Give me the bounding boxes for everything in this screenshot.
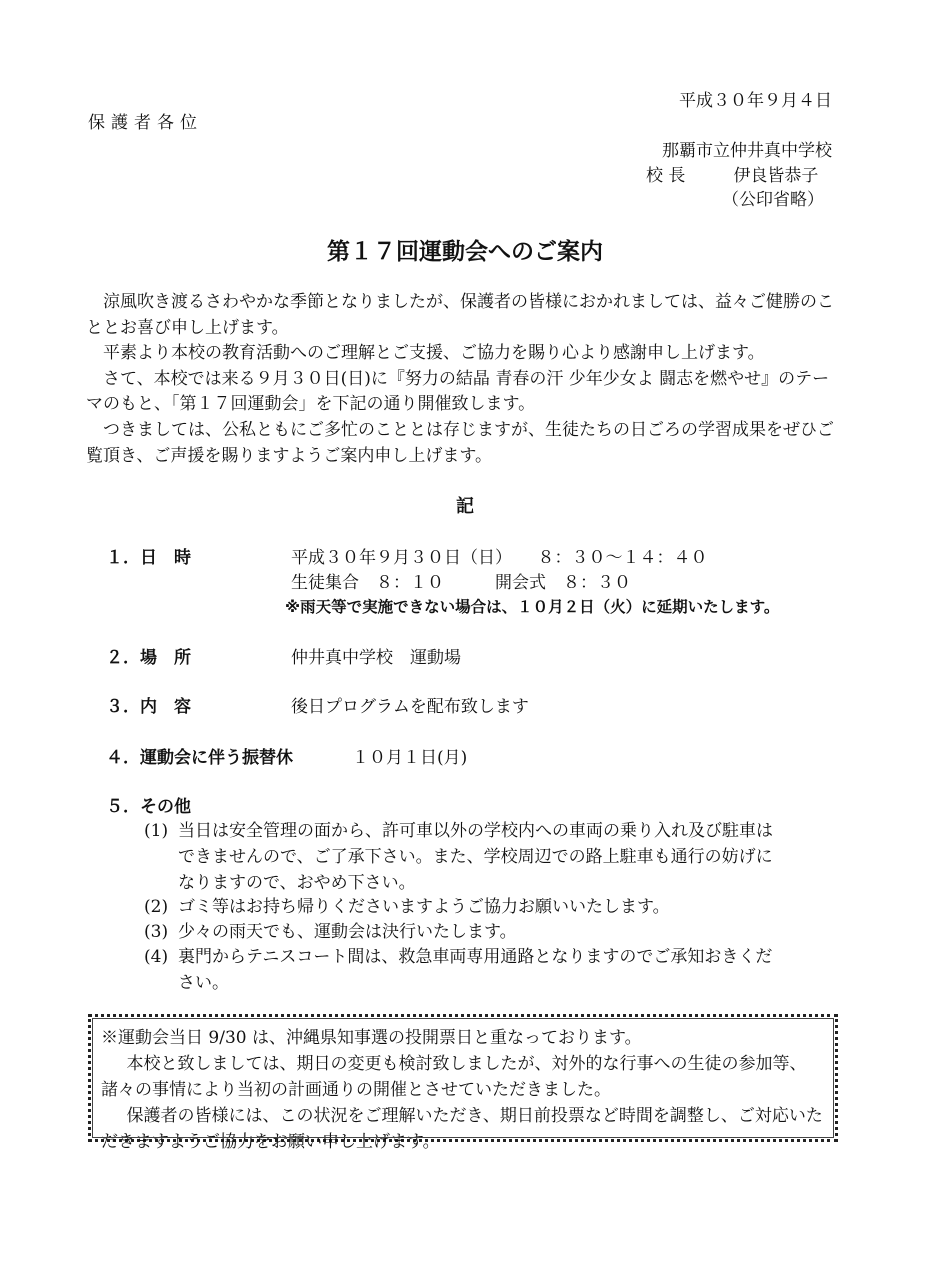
- other-sub-item: [144, 919, 517, 945]
- body-paragraph: つきましては、公私ともにご多忙のこととは存じますが、生徒たちの日ごろの学習成果をぜひご覧頂き、ご声援を賜りますようご案内申し上げます。: [86, 419, 834, 466]
- item-datetime-line1: 平成３０年９月３０日（日） ８：３０～１４：４０: [291, 548, 708, 568]
- box-paragraph: 本校と致しましては、期日の変更も検討致しましたが、対外的な行事への生徒の参加等、諸々の事情により当初の計画通りの開催とさせていただきました。: [101, 1054, 807, 1100]
- other-sub-item: [144, 894, 670, 920]
- ki-heading: 記: [456, 496, 474, 517]
- sub-item-number: (2): [144, 897, 169, 917]
- body-paragraph: 涼風吹き渡るさわやかな季節となりましたが、保護者の皆様におかれましては、益々ご健勝のこととお喜び申し上げます。: [86, 292, 834, 338]
- item-holiday-value: １０月１日(月): [352, 748, 468, 768]
- principal-name: 伊良皆恭子: [733, 166, 819, 186]
- addressee: 保護者各位: [88, 113, 203, 133]
- rain-notice: ※雨天等で実施できない場合は、１０月２日（火）に延期いたします。: [285, 598, 780, 616]
- item-place-value: 仲井真中学校 運動場: [291, 648, 461, 668]
- sub-item-number: (1): [144, 821, 169, 841]
- sub-item-text: なりますので、おやめ下さい。: [178, 873, 416, 893]
- sub-item-text: 少々の雨天でも、運動会は決行いたします。: [178, 922, 517, 942]
- school-name: 那覇市立仲井真中学校: [662, 141, 832, 161]
- box-line: ※運動会当日 9/30 は、沖縄県知事選の投開票日と重なっております。: [101, 1028, 642, 1048]
- principal: [646, 161, 818, 186]
- sub-item-text: ゴミ等はお持ち帰りくださいますようご協力お願いいたします。: [178, 897, 670, 917]
- item-datetime-line2: 生徒集合 ８：１０ 開会式 ８：３０: [291, 573, 631, 593]
- item-holiday-label: ４．運動会に伴う振替休: [106, 748, 293, 768]
- sub-item-text: さい。: [178, 973, 229, 993]
- body-paragraph: さて、本校では来る９月３０日(日)に『努力の結晶 青春の汗 少年少女よ 闘志を燃やせ』のテーマのもと、「第１７回運動会」を下記の通り開催致します。: [86, 368, 830, 415]
- sub-item-number: (3): [144, 922, 169, 942]
- box-paragraph: 保護者の皆様には、この状況をご理解いただき、期日前投票など時間を調整し、ご対応いただきますようご協力をお願い申し上げます。: [101, 1106, 823, 1152]
- item-content-value: 後日プログラムを配布致します: [291, 697, 529, 717]
- item-other-label: ５．その他: [106, 797, 191, 817]
- sub-item-number: (4): [144, 947, 169, 967]
- sub-item-text: 当日は安全管理の面から、許可車以外の学校内への車両の乗り入れ及び駐車は: [178, 821, 773, 841]
- sub-item-text: 裏門からテニスコート間は、救急車両専用通路となりますのでご承知おきくだ: [178, 947, 773, 967]
- sub-item-text: できませんので、ご了承下さい。また、学校周辺での路上駐車も通行の妨げに: [178, 847, 773, 867]
- item-place-label: ２．場 所: [106, 648, 191, 668]
- issue-date: 平成３０年９月４日: [679, 91, 832, 111]
- principal-title: 校 長: [646, 166, 686, 186]
- body-paragraph: 平素より本校の教育活動へのご理解とご支援、ご協力を賜り心より感謝申し上げます。: [103, 343, 765, 364]
- body-text: [86, 290, 836, 469]
- other-sub-item: [144, 818, 773, 844]
- seal-note: （公印省略）: [722, 190, 824, 210]
- document-title: 第１７回運動会へのご案内: [327, 239, 603, 265]
- election-notice-box: [88, 1014, 838, 1152]
- item-datetime-label: １．日 時: [106, 548, 191, 568]
- other-sub-item: [144, 944, 772, 970]
- item-content-label: ３．内 容: [106, 697, 191, 717]
